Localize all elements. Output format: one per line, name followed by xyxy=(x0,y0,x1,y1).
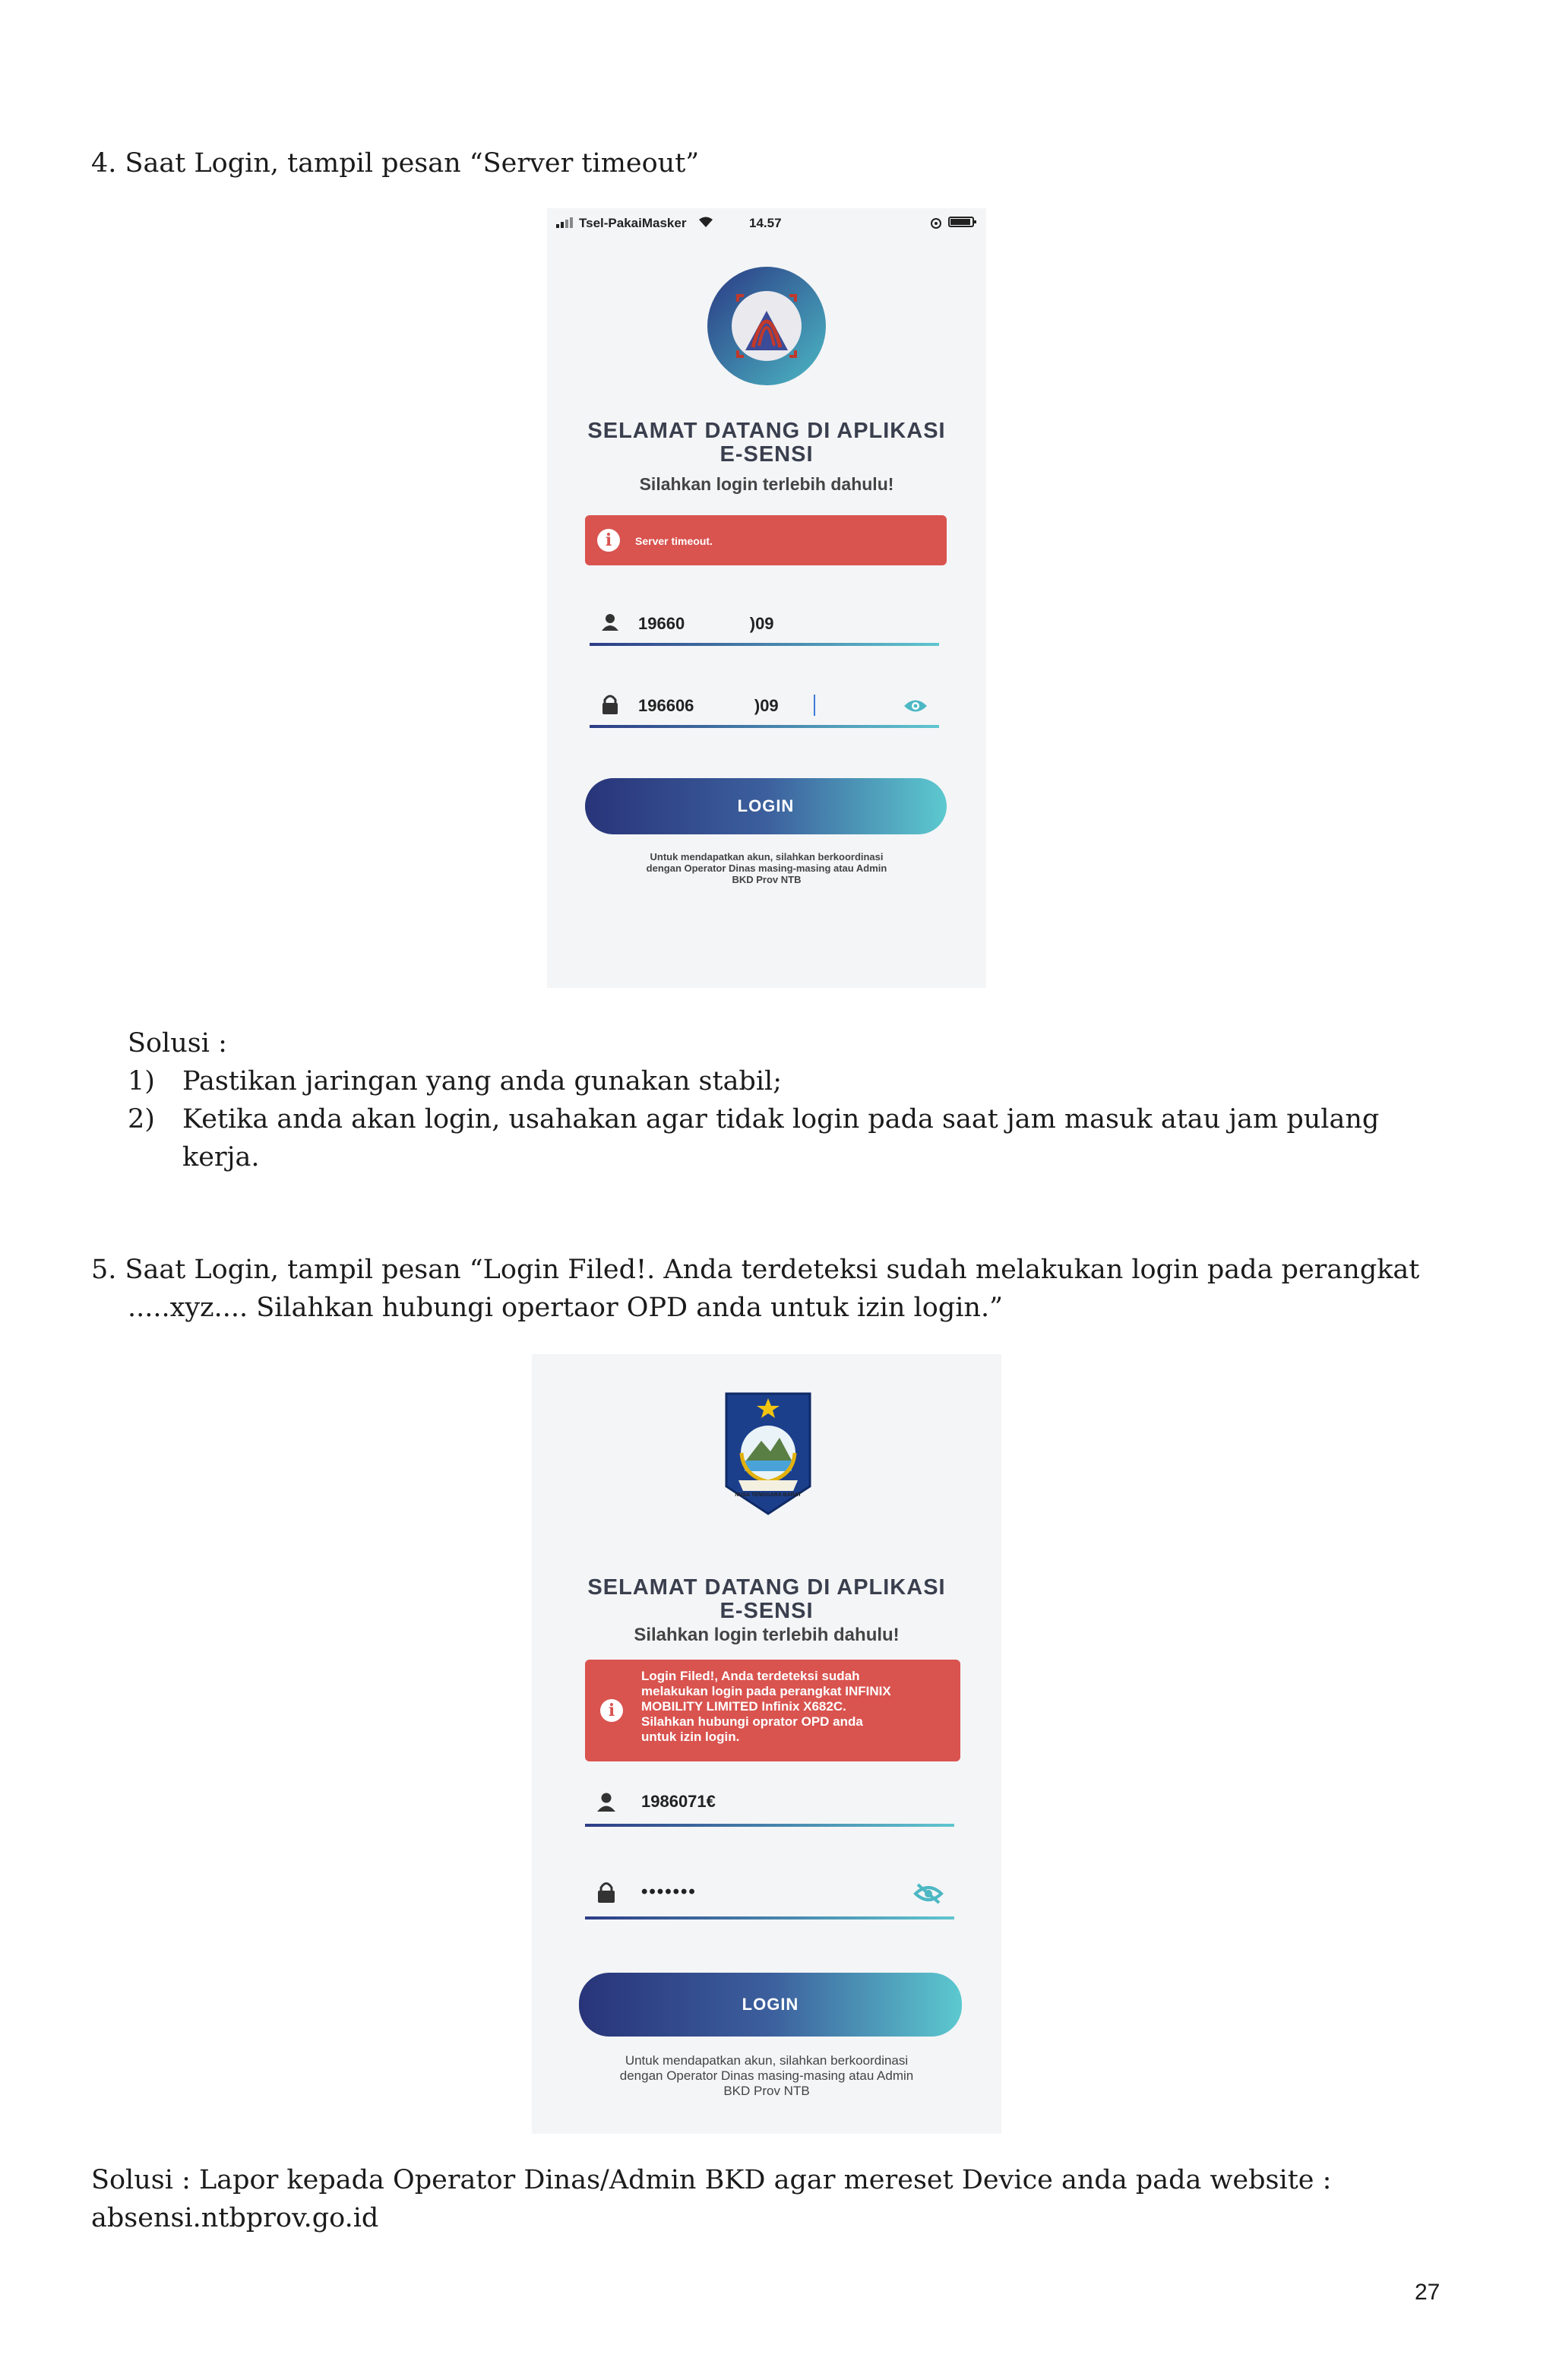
welcome-title xyxy=(547,419,986,467)
status-bar xyxy=(547,208,986,239)
welcome-title xyxy=(532,1576,1001,1623)
subtitle: Silahkan login terlebih dahulu! xyxy=(634,1625,900,1645)
server-timeout-screenshot xyxy=(547,208,986,988)
password-value: 196606 )09 xyxy=(638,696,779,715)
note-line-2: dengan Operator Dinas masing-masing atau Admin xyxy=(646,862,887,874)
solution-1-number: 1) xyxy=(128,1066,155,1097)
welcome-line-1: SELAMAT DATANG DI APLIKASI xyxy=(587,419,946,443)
username-value: 1986071€ xyxy=(641,1792,716,1811)
welcome-line-2: E-SENSI xyxy=(719,442,814,467)
lock-icon xyxy=(600,693,620,716)
alert-line-1: Login Filed!, Anda terdeteksi sudah xyxy=(641,1669,860,1683)
rotation-lock-icon xyxy=(930,217,942,229)
battery-icon xyxy=(948,216,979,228)
e-sensi-logo-icon xyxy=(706,265,827,387)
login-filed-screenshot xyxy=(532,1354,1001,2134)
welcome-line-2: E-SENSI xyxy=(719,1599,814,1623)
signal-icon xyxy=(556,217,574,228)
login-button[interactable]: LOGIN xyxy=(579,1973,962,2037)
page-number: 27 xyxy=(1415,2280,1441,2305)
lock-icon xyxy=(596,1880,617,1904)
alert-message: Server timeout. xyxy=(635,535,713,547)
solution-2-text-cont: kerja. xyxy=(182,1142,260,1173)
login-button[interactable]: LOGIN xyxy=(585,778,947,834)
solusi-section-5-line-2: absensi.ntbprov.go.id xyxy=(91,2203,379,2233)
password-field[interactable] xyxy=(590,685,939,728)
error-alert xyxy=(585,1660,960,1761)
account-note xyxy=(532,2053,1001,2099)
info-icon: i xyxy=(600,1699,623,1722)
note-line-3: BKD Prov NTB xyxy=(732,874,802,885)
username-underline xyxy=(585,1824,954,1827)
welcome-line-1: SELAMAT DATANG DI APLIKASI xyxy=(587,1575,946,1600)
username-value: 19660 )09 xyxy=(638,614,774,633)
alert-line-2: melakukan login pada perangkat INFINIX xyxy=(641,1684,891,1698)
password-field[interactable] xyxy=(585,1869,954,1920)
emblem-banner-text: NUSA TENGGARA BARAT xyxy=(735,1492,802,1498)
password-value: ••••••• xyxy=(641,1882,697,1902)
carrier-label: Tsel-PakaiMasker xyxy=(579,216,687,230)
solution-2-text: Ketika anda akan login, usahakan agar tidak login pada saat jam masuk atau jam pulang xyxy=(182,1104,1380,1135)
clock-label: 14.57 xyxy=(749,216,782,230)
solution-2-number: 2) xyxy=(128,1104,155,1135)
password-underline xyxy=(590,725,939,728)
solusi-label: Solusi : xyxy=(128,1028,227,1059)
info-icon: i xyxy=(597,529,620,552)
alert-line-5: untuk izin login. xyxy=(641,1730,740,1744)
username-field[interactable] xyxy=(590,603,939,646)
text-cursor xyxy=(814,695,815,716)
password-underline xyxy=(585,1916,954,1920)
ntb-emblem-icon xyxy=(723,1391,813,1517)
section-5-heading-line-2: .....xyz.... Silahkan hubungi opertaor OPD anda untuk izin login.” xyxy=(128,1293,1003,1323)
note-line-2: dengan Operator Dinas masing-masing atau Admin xyxy=(619,2068,914,2083)
username-underline xyxy=(590,643,939,646)
user-icon xyxy=(600,612,620,632)
note-line-1: Untuk mendapatkan akun, silahkan berkoordinasi xyxy=(625,2053,909,2068)
alert-line-3: MOBILITY LIMITED Infinix X682C. xyxy=(641,1699,846,1714)
subtitle: Silahkan login terlebih dahulu! xyxy=(639,474,894,494)
section-4-heading: 4. Saat Login, tampil pesan “Server timeout” xyxy=(91,148,700,179)
wifi-icon xyxy=(697,216,714,228)
solusi-section-5-line-1: Solusi : Lapor kepada Operator Dinas/Admin BKD agar mereset Device anda pada website : xyxy=(91,2165,1332,2195)
solution-1-text: Pastikan jaringan yang anda gunakan stabil; xyxy=(182,1066,783,1097)
account-note xyxy=(547,851,986,885)
hide-password-eye-icon[interactable] xyxy=(913,1883,944,1904)
alert-line-4: Silahkan hubungi oprator OPD anda xyxy=(641,1714,863,1729)
error-alert xyxy=(585,515,947,565)
note-line-3: BKD Prov NTB xyxy=(723,2084,810,2098)
note-line-1: Untuk mendapatkan akun, silahkan berkoordinasi xyxy=(650,851,884,862)
alert-message xyxy=(641,1669,891,1745)
user-icon xyxy=(596,1792,617,1813)
username-field[interactable] xyxy=(585,1780,954,1827)
section-5-heading-line-1: 5. Saat Login, tampil pesan “Login Filed!. Anda terdeteksi sudah melakukan login pada perangkat xyxy=(91,1255,1420,1285)
show-password-eye-icon[interactable] xyxy=(903,698,928,714)
